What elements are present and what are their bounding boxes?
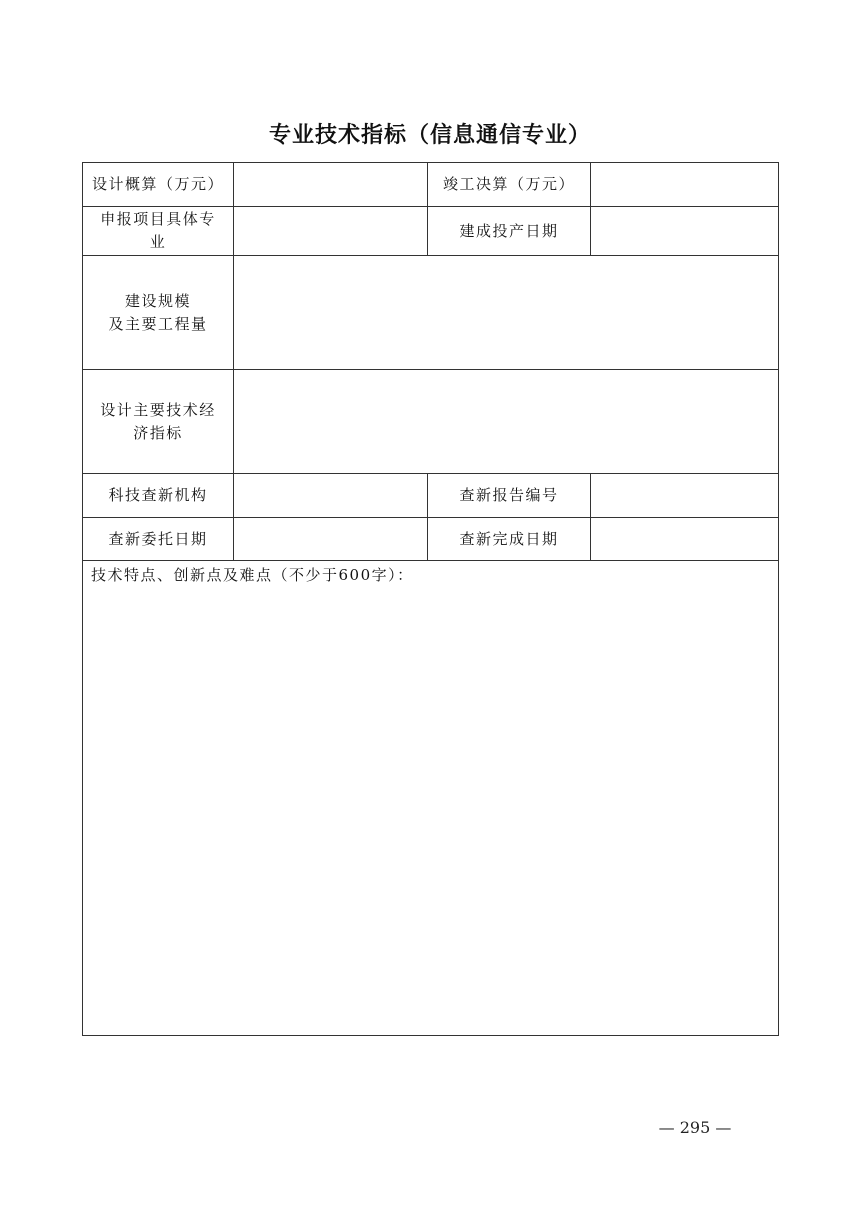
novelty-org-label: 科技查新机构 [83, 474, 234, 518]
design-estimate-field[interactable] [234, 163, 428, 207]
commission-date-label: 查新委托日期 [83, 518, 234, 561]
completion-date-field[interactable] [591, 518, 779, 561]
form-row-features [83, 561, 779, 1036]
scale-label: 建设规模 及主要工程量 [83, 256, 234, 370]
form-row-specialty [83, 207, 779, 256]
form-row-costs [83, 163, 779, 207]
form-row-dates [83, 518, 779, 561]
form-row-scale [83, 256, 779, 370]
specialty-field[interactable] [234, 207, 428, 256]
completion-date-label: 查新完成日期 [428, 518, 591, 561]
indicators-field[interactable] [234, 370, 779, 474]
operation-date-field[interactable] [591, 207, 779, 256]
features-label: 技术特点、创新点及难点（不少于600字）： [91, 566, 414, 584]
form-row-novelty [83, 474, 779, 518]
technical-indicators-form [82, 162, 779, 1036]
commission-date-field[interactable] [234, 518, 428, 561]
scale-field[interactable] [234, 256, 779, 370]
novelty-org-field[interactable] [234, 474, 428, 518]
operation-date-label: 建成投产日期 [428, 207, 591, 256]
page-number: — 295 — [658, 1118, 732, 1137]
novelty-report-label: 查新报告编号 [428, 474, 591, 518]
final-accounts-field[interactable] [591, 163, 779, 207]
final-accounts-label: 竣工决算（万元） [428, 163, 591, 207]
design-estimate-label: 设计概算（万元） [83, 163, 234, 207]
features-field[interactable] [83, 561, 779, 1036]
indicators-label: 设计主要技术经济指标 [83, 370, 234, 474]
page-title: 专业技术指标（信息通信专业） [268, 123, 591, 148]
specialty-label: 申报项目具体专业 [83, 207, 234, 256]
novelty-report-field[interactable] [591, 474, 779, 518]
form-row-indicators [83, 370, 779, 474]
